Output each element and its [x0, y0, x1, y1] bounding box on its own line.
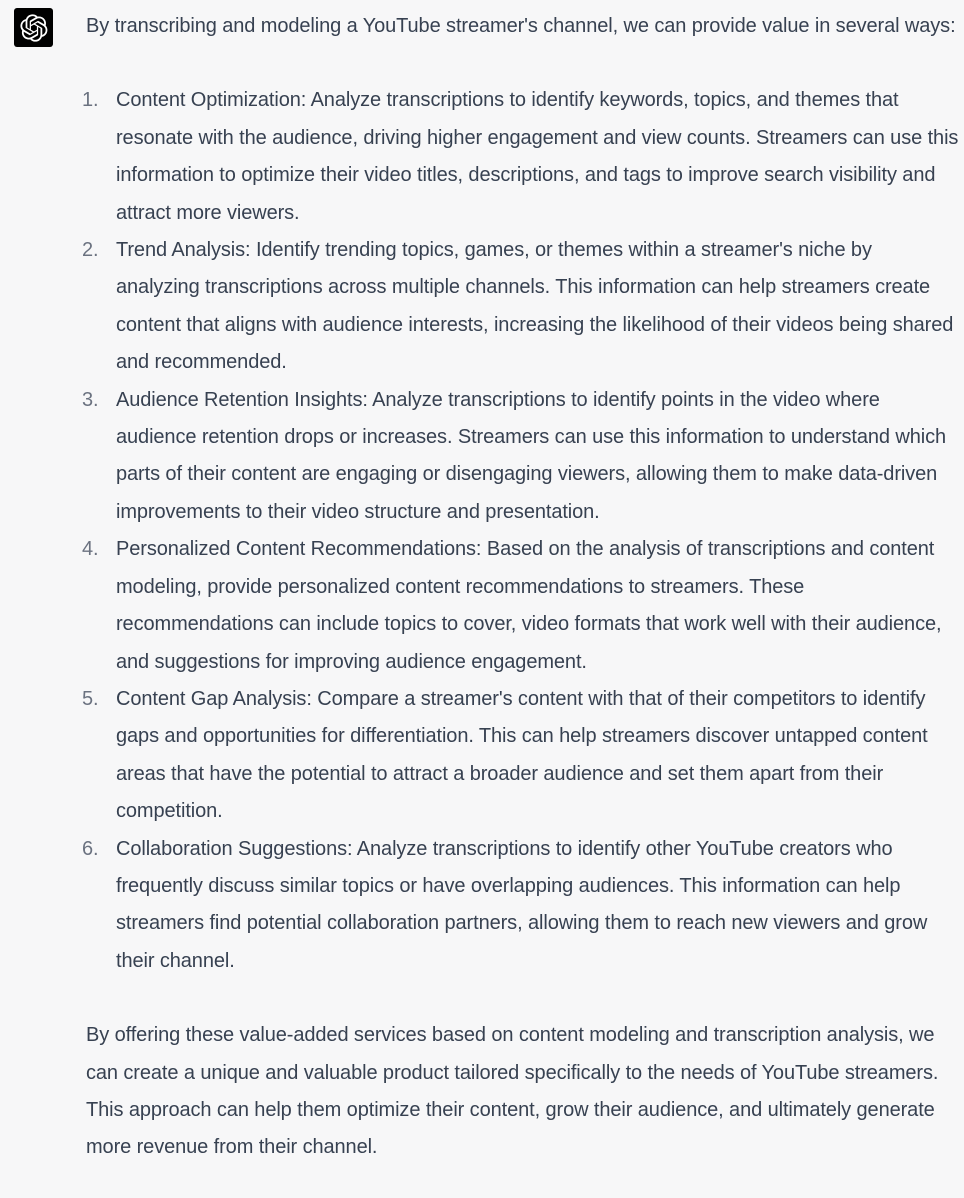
list-item-text: Personalized Content Recommendations: Based on the analysis of transcriptions and content modeling, provide personalized content recommendations to streamers. These recommendations can include topics to cover, video formats that work well with their audience, and suggestions for improving audience engagement. — [116, 538, 942, 673]
list-item-number: 4. — [82, 538, 99, 561]
list-item-text: Collaboration Suggestions: Analyze transcriptions to identify other YouTube creators who frequently discuss similar topics or have overlapping audiences. This information can help streamers find potential collaboration partners, allowing them to reach new viewers and grow their channel. — [116, 837, 928, 972]
list-item-number: 3. — [82, 388, 99, 411]
list-item — [82, 531, 960, 681]
list-item-text: Trend Analysis: Identify trending topics, games, or themes within a streamer's niche by analyzing transcriptions across multiple channels. This information can help streamers create content that aligns with audience interests, increasing the likelihood of their videos being shared and recommended. — [116, 239, 954, 374]
intro-paragraph: By transcribing and modeling a YouTube streamer's channel, we can provide value in several ways: — [86, 15, 956, 37]
message-content — [82, 8, 960, 1167]
conclusion-paragraph: By offering these value-added services based on content modeling and transcription analysis, we can create a unique and valuable product tailored specifically to the needs of YouTube streamers. This approach can help them optimize their content, grow their audience, and ultimately generate more revenue from their channel. — [86, 1024, 939, 1159]
list-item-number: 2. — [82, 239, 99, 262]
list-item — [82, 681, 960, 831]
openai-logo-icon — [20, 14, 48, 42]
list-item — [82, 831, 960, 981]
list-item — [82, 382, 960, 532]
list-item-text: Content Gap Analysis: Compare a streamer's content with that of their competitors to identify gaps and opportunities for differentiation. This can help streamers discover untapped content areas that have the potential to attract a broader audience and set them apart from their competition. — [116, 687, 928, 823]
list-item — [82, 82, 960, 232]
list-item-number: 6. — [82, 837, 99, 860]
list-item-text: Audience Retention Insights: Analyze transcriptions to identify points in the video where audience retention drops or increases. Streamers can use this information to understand which parts of their content are engaging or disengaging viewers, allowing them to make data-driven improvements to their video structure and presentation. — [116, 388, 947, 523]
assistant-avatar — [14, 8, 53, 47]
value-points-list — [82, 82, 960, 980]
list-item-number: 5. — [82, 687, 99, 710]
list-item-number: 1. — [82, 89, 99, 112]
list-item — [82, 232, 960, 382]
list-item-text: Content Optimization: Analyze transcriptions to identify keywords, topics, and themes that resonate with the audience, driving higher engagement and view counts. Streamers can use this information to optimize their video titles, descriptions, and tags to improve search visibility and attract more viewers. — [116, 89, 959, 224]
